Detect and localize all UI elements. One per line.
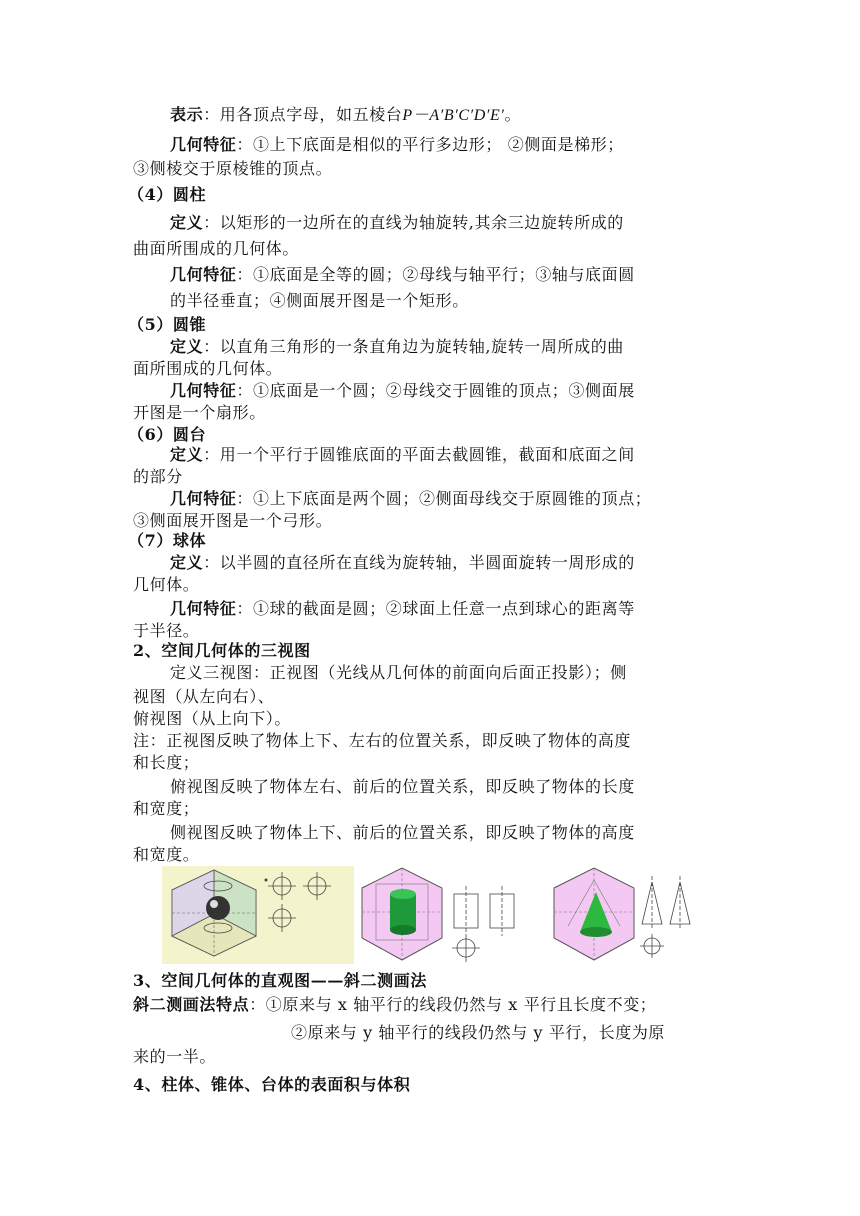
section-three-views: 2、空间几何体的三视图 [133,641,311,660]
oblique-feature-cont: ②原来与 y 轴平行的线段仍然与 y 平行，长度为原 [291,1023,666,1042]
cone-def-cont: 面所围成的几何体。 [133,359,283,378]
note-top-view: 俯视图反映了物体左右、前后的位置关系，即反映了物体的长度 [170,777,635,796]
frustum-def-text: ：用一个平行于圆锥底面的平面去截圆锥，截面和底面之间 [203,445,635,464]
notation-label: 表示 [170,105,204,124]
frustum-def-line [170,444,635,466]
three-views-top: 俯视图（从上向下）。 [133,709,292,728]
cylinder-feature-text: ：①底面是全等的圆；②母线与轴平行；③轴与底面圆 [236,265,635,284]
oblique-feature-text: ：①原来与 x 轴平行的线段仍然与 x 平行且长度不变； [249,995,657,1014]
cone-feature-line [170,380,635,402]
frustum-feature-cont: ③侧棱交于原棱锥的顶点。 [133,159,333,178]
notation-text: ：用各顶点字母，如五棱台 [203,105,403,124]
sphere-feature-text: ：①球的截面是圆；②球面上任意一点到球心的距离等 [236,599,635,618]
cylinder-feature-label: 几何特征 [170,265,237,284]
heading-cone: （5）圆锥 [128,315,207,334]
heading-cylinder: （4）圆柱 [128,185,207,204]
frustum-def-label: 定义 [170,445,204,464]
heading-frustum: （6）圆台 [128,425,207,444]
sphere-def-line [170,552,635,574]
sphere-feature-cont: 于半径。 [133,621,200,640]
oblique-feature-end: 来的一半。 [133,1047,217,1066]
cone-def-line [170,336,624,358]
section-oblique-drawing: 3、空间几何体的直观图——斜二测画法 [133,971,427,990]
cone-three-view-figure [548,866,700,964]
cylinder-def-cont: 曲面所围成的几何体。 [133,239,300,258]
notation-formula: P－A′B′C′D′E′ [402,107,505,124]
sphere-def-cont: 几何体。 [133,575,200,594]
note-side-view: 侧视图反映了物体上下、前后的位置关系，即反映了物体的高度 [170,823,635,842]
note-side-view-cont: 和宽度。 [133,845,200,864]
section-surface-volume: 4、柱体、锥体、台体的表面积与体积 [133,1075,411,1094]
cylinder-three-view-figure [354,866,526,964]
sphere-feature-line [170,598,635,620]
frustum-feature2-label: 几何特征 [170,489,237,508]
cone-figure-svg [548,866,700,964]
cylinder-def-label: 定义 [170,213,204,232]
line-notation [170,104,521,127]
frustum-feature2-line [170,488,651,510]
cone-feature-text: ：①底面是一个圆；②母线交于圆锥的顶点；③侧面展 [236,381,635,400]
three-views-def: 定义三视图：正视图（光线从几何体的前面向后面正投影）；侧 [170,663,627,682]
sphere-feature-label: 几何特征 [170,599,237,618]
cylinder-figure-svg [354,866,526,964]
cone-feature-cont: 开图是一个扇形。 [133,403,266,422]
heading-sphere: （7）球体 [128,531,207,550]
sphere-def-label: 定义 [170,553,204,572]
frustum-feature2-cont: ③侧面展开图是一个弓形。 [133,511,333,530]
cone-def-label: 定义 [170,337,204,356]
cone-def-text: ：以直角三角形的一条直角边为旋转轴,旋转一周所成的曲 [203,337,624,356]
frustum-feature2-text: ：①上下底面是两个圆；②侧面母线交于原圆锥的顶点； [236,489,652,508]
oblique-feature-label: 斜二测画法特点 [133,995,250,1014]
cone-feature-label: 几何特征 [170,381,237,400]
frustum-feature-line [170,134,624,156]
frustum-def-cont: 的部分 [133,467,183,486]
sphere-def-text: ：以半圆的直径所在直线为旋转轴，半圆面旋转一周形成的 [203,553,635,572]
note-front-view: 注：正视图反映了物体上下、左右的位置关系，即反映了物体的高度 [133,731,632,750]
oblique-feature-line [133,994,656,1016]
cylinder-feature-cont: 的半径垂直；④侧面展开图是一个矩形。 [170,291,469,310]
frustum-feature-text: ：①上下底面是相似的平行多边形； ②侧面是梯形； [236,135,624,154]
sphere-three-view-figure [162,866,354,964]
note-front-view-cont: 和长度； [133,753,200,772]
frustum-feature-label: 几何特征 [170,135,237,154]
three-views-def-cont: 视图（从左向右）、 [133,687,275,706]
cylinder-def-line [170,212,624,234]
cylinder-feature-line [170,264,635,286]
note-top-view-cont: 和宽度； [133,799,200,818]
sphere-figure-svg [162,866,354,964]
cylinder-def-text: ：以矩形的一边所在的直线为轴旋转,其余三边旋转所成的 [203,213,624,232]
notation-end: 。 [504,105,522,124]
